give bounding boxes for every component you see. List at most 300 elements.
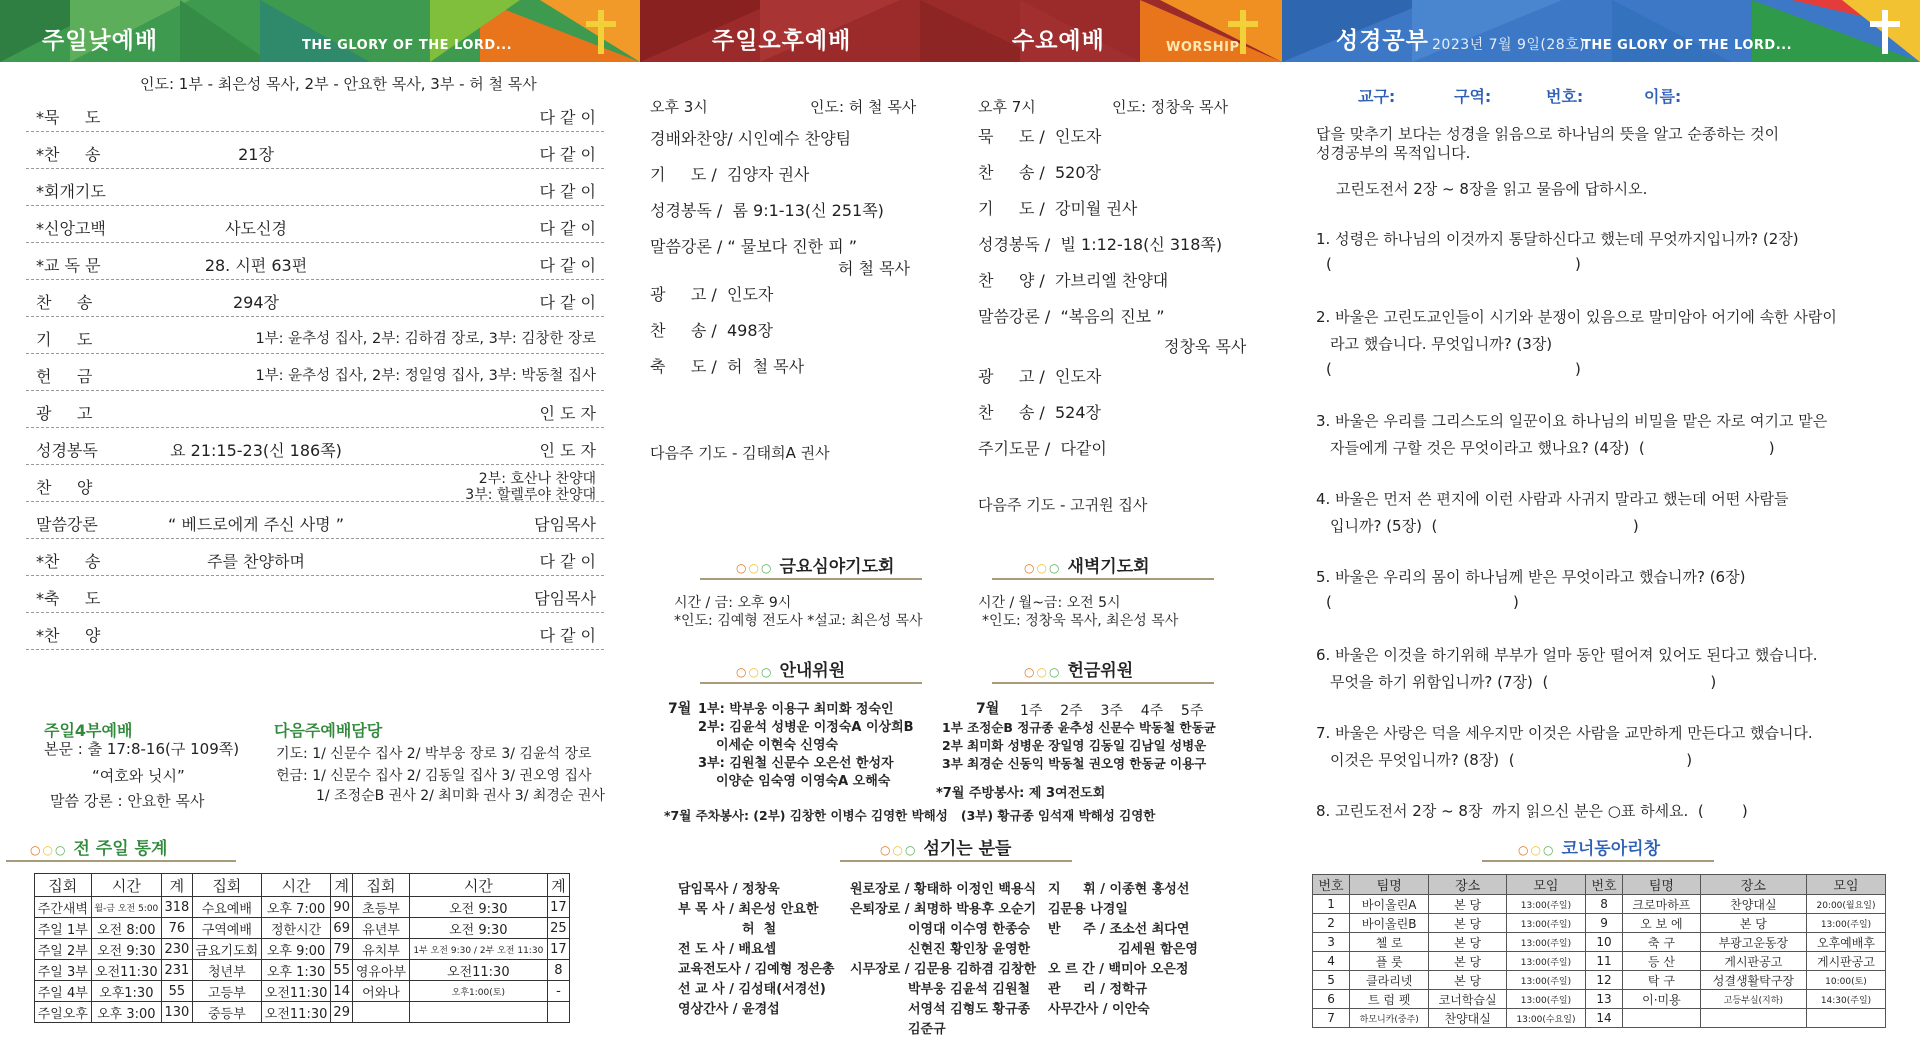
- stats-header-cell: 시간: [409, 874, 547, 897]
- dots-icon: ○○○: [736, 665, 774, 679]
- club-cell: 등 산: [1623, 952, 1701, 971]
- question: 5. 바울은 우리의 몸이 하나님께 받은 무엇이라고 했습니까? (6장): [1316, 568, 1746, 586]
- wednesday-order-line: 찬 양 / 가브리엘 찬양대: [978, 271, 1169, 290]
- dawn-prayer-title: ○○○ 새벽기도회: [1024, 557, 1150, 577]
- afternoon-time: 오후 3시: [650, 98, 708, 116]
- dots-icon: ○○○: [30, 843, 68, 857]
- servant-line: 원로장로 / 황태하 이정인 백용식: [850, 882, 1037, 897]
- sunday-morning-column: [0, 0, 640, 1061]
- club-cell: 부광고운동장: [1700, 933, 1806, 952]
- club-row: [1313, 971, 1886, 990]
- order-person: 1부: 윤추성 집사, 2부: 김하겸 장로, 3부: 김창한 장로: [255, 331, 596, 347]
- servant-line: 은퇴장로 / 최명하 박용후 오순기: [850, 902, 1037, 917]
- stats-row: [35, 981, 570, 1002]
- servants-divider: [840, 860, 1072, 862]
- dots-icon: ○○○: [736, 561, 774, 575]
- stats-cell: 오전11:30: [262, 981, 331, 1002]
- stats-row: [35, 897, 570, 918]
- club-cell: 13: [1585, 990, 1622, 1009]
- order-person: 2부: 호산나 찬양대: [478, 471, 596, 487]
- stats-cell: 주일오후: [35, 1002, 92, 1023]
- offering-line: 1부 조정순B 정규종 윤추성 신문수 박동철 한동균: [942, 720, 1216, 735]
- worship-order-row: [26, 429, 604, 465]
- club-cell: 14:30(주일): [1806, 990, 1885, 1009]
- answer-blank: ( ): [1326, 593, 1519, 611]
- stats-cell: 오전 9:30: [409, 918, 547, 939]
- club-cell: 4: [1313, 952, 1350, 971]
- stats-cell: [547, 1002, 569, 1023]
- order-detail: 요 21:15-23(신 186쪽): [170, 441, 342, 460]
- club-cell: 본 당: [1429, 914, 1507, 933]
- worship-order-row: [26, 355, 604, 391]
- dawn-people: *인도: 정창욱 목사, 최은성 목사: [982, 613, 1179, 629]
- club-cell: 본 당: [1429, 952, 1507, 971]
- stats-cell: 25: [547, 918, 569, 939]
- stats-cell: 오전11:30: [262, 1002, 331, 1023]
- stats-cell: 55: [162, 981, 193, 1002]
- afternoon-order-line: 축 도 / 허 철 목사: [650, 357, 805, 376]
- wednesday-leader: 인도: 정창욱 목사: [1112, 98, 1229, 116]
- order-item: 말씀강론: [36, 515, 98, 534]
- afternoon-order-line: 기 도 / 김양자 권사: [650, 165, 810, 184]
- servant-line: 허 철: [742, 922, 777, 937]
- dawn-time: 시간 / 월~금: 오전 5시: [978, 595, 1121, 611]
- dots-icon: ○○○: [880, 843, 918, 857]
- order-item: *신앙고백: [36, 219, 106, 238]
- club-row: [1313, 933, 1886, 952]
- order-person: 다 같 이: [539, 108, 596, 127]
- question-cont: 이것은 무엇입니까? (8장) ( ): [1330, 751, 1693, 769]
- order-item: *찬 송: [36, 145, 101, 164]
- club-header-cell: 번호: [1313, 875, 1350, 895]
- question: 8. 고린도전서 2장 ~ 8장 까지 읽으신 분은 ○표 하세요. ( ): [1316, 802, 1748, 820]
- order-person: 인 도 자: [539, 404, 596, 423]
- servant-line: 김준규: [908, 1022, 946, 1037]
- intro-line-1: 답을 맞추기 보다는 성경을 읽음으로 하나님의 뜻을 알고 순종하는 것이: [1316, 125, 1780, 143]
- fourth-service-preacher: 말씀 강론 : 안요한 목사: [50, 792, 205, 810]
- club-header-cell: 팀명: [1623, 875, 1701, 895]
- stats-cell: 231: [162, 960, 193, 981]
- club-cell: 13:00(주일): [1506, 971, 1585, 990]
- question: 3. 바울은 우리를 그리스도의 일꾼이요 하나님의 비밀을 맡은 자로 여기고 맡은: [1316, 412, 1828, 430]
- servant-line: 지 휘 / 이종현 홍성선: [1048, 882, 1190, 897]
- stats-cell: 90: [331, 897, 353, 918]
- next-week-offering: 헌금: 1/ 신문수 집사 2/ 김동일 집사 3/ 권오영 집사: [276, 768, 592, 784]
- afternoon-order-line: 말씀강론 / “ 물보다 진한 피 ”: [650, 237, 858, 256]
- club-cell: 12: [1585, 971, 1622, 990]
- club-cell: 찬양대실: [1700, 895, 1806, 914]
- cross-icon: [582, 10, 620, 54]
- club-cell: 본 당: [1700, 914, 1806, 933]
- club-cell: 9: [1585, 914, 1622, 933]
- club-cell: 7: [1313, 1009, 1350, 1028]
- club-header-cell: 팀명: [1350, 875, 1429, 895]
- club-row: [1313, 914, 1886, 933]
- offering-divider: [992, 682, 1214, 684]
- order-person: 담임목사: [534, 589, 596, 608]
- club-cell: 6: [1313, 990, 1350, 1009]
- club-cell: 축 구: [1623, 933, 1701, 952]
- friday-people: *인도: 김예형 전도사 *설교: 최은성 목사: [674, 613, 923, 629]
- dots-icon: ○○○: [1024, 561, 1062, 575]
- stats-header-cell: 시간: [262, 874, 331, 897]
- usher-line: 3부: 김원철 신문수 오은선 한성자: [698, 756, 894, 771]
- stats-cell: 29: [331, 1002, 353, 1023]
- worship-order-row: [26, 466, 604, 502]
- order-item: *교 독 문: [36, 256, 101, 275]
- ushers-title: ○○○ 안내위원: [736, 661, 846, 681]
- stats-cell: 구역예배: [192, 918, 261, 939]
- stats-cell: 318: [162, 897, 193, 918]
- stats-cell: 55: [331, 960, 353, 981]
- order-person: 다 같 이: [539, 219, 596, 238]
- question: 6. 바울은 이것을 하기위해 부부가 얼마 동안 떨어져 있어도 된다고 했습니다.: [1316, 646, 1818, 664]
- stats-header-cell: 집회: [35, 874, 92, 897]
- order-item: *회개기도: [36, 182, 106, 201]
- cross-icon: [1866, 10, 1904, 54]
- afternoon-leader: 인도: 허 철 목사: [810, 98, 917, 116]
- stats-cell: 어와나: [353, 981, 410, 1002]
- club-header-cell: 모임: [1806, 875, 1885, 895]
- club-cell: 클라리넷: [1350, 971, 1429, 990]
- stats-cell: 오후 7:00: [262, 897, 331, 918]
- wednesday-time: 오후 7시: [978, 98, 1036, 116]
- club-cell: 바이올린A: [1350, 895, 1429, 914]
- stats-cell: 주일 3부: [35, 960, 92, 981]
- question-cont: 라고 했습니다. 무엇입니까? (3장): [1330, 335, 1553, 353]
- stats-cell: 오전11:30: [91, 960, 162, 981]
- club-cell: 본 당: [1429, 895, 1507, 914]
- question: 1. 성령은 하나님의 이것까지 통달하신다고 했는데 무엇까지입니까? (2장): [1316, 230, 1799, 248]
- question: 2. 바울은 고린도교인들이 시기와 분쟁이 있음으로 말미암아 어기에 속한 사람이: [1316, 308, 1837, 326]
- order-item: *찬 양: [36, 626, 101, 645]
- stats-cell: [353, 1002, 410, 1023]
- stats-cell: -: [547, 981, 569, 1002]
- afternoon-next-prayer: 다음주 기도 - 김태희A 권사: [650, 444, 830, 462]
- stats-cell: 중등부: [192, 1002, 261, 1023]
- club-cell: 첼 로: [1350, 933, 1429, 952]
- header-subtitle: THE GLORY OF THE LORD...: [302, 38, 513, 53]
- order-detail: 21장: [238, 145, 274, 164]
- question-cont: 자들에게 구할 것은 무엇이라고 했나요? (4장) ( ): [1330, 439, 1775, 457]
- cross-icon: [1224, 10, 1262, 54]
- friday-time: 시간 / 금: 오후 9시: [674, 595, 792, 611]
- stats-header-cell: 계: [162, 874, 193, 897]
- stats-cell: 오전 9:30: [91, 939, 162, 960]
- worship-order-row: [26, 614, 604, 650]
- worship-label: WORSHIP: [1166, 40, 1240, 55]
- club-cell: 크로마하프: [1623, 895, 1701, 914]
- afternoon-preacher: 허 철 목사: [838, 259, 910, 278]
- fourth-service-sermon: “여호와 닛시”: [92, 767, 185, 785]
- stats-row: [35, 960, 570, 981]
- club-cell: 트 럼 펫: [1350, 990, 1429, 1009]
- stats-cell: 유치부: [353, 939, 410, 960]
- order-detail: 주를 찬양하며: [207, 552, 305, 571]
- usher-line: 1부: 박부웅 이용구 최미화 정숙인: [698, 702, 894, 717]
- fourth-service-title: 주일4부예배: [44, 721, 133, 740]
- stats-row: [35, 939, 570, 960]
- fourth-service-text: 본문 : 출 17:8-16(구 109쪽): [44, 740, 240, 758]
- wednesday-order-line: 말씀강론 / “복음의 진보 ”: [978, 307, 1165, 326]
- stats-cell: 고등부: [192, 981, 261, 1002]
- dots-icon: ○○○: [1024, 665, 1062, 679]
- club-cell: 하모니카(중주): [1350, 1009, 1429, 1028]
- order-item: 찬 송: [36, 293, 93, 312]
- stats-row: [35, 1002, 570, 1023]
- order-person: 담임목사: [534, 515, 596, 534]
- wednesday-title: 수요예배: [1012, 28, 1105, 54]
- club-cell: 13:00(주일): [1506, 895, 1585, 914]
- club-cell: 10:00(토): [1806, 971, 1885, 990]
- order-person: 다 같 이: [539, 552, 596, 571]
- kitchen-service: *7월 주방봉사: 제 3여전도회: [936, 786, 1106, 801]
- stats-cell: 오전 8:00: [91, 918, 162, 939]
- stats-cell: 주일 2부: [35, 939, 92, 960]
- afternoon-header: [640, 0, 1282, 62]
- stats-cell: 오후 1:30: [262, 960, 331, 981]
- club-title: ○○○ 코너동아리창: [1518, 839, 1660, 859]
- servant-line: 김세원 함은영: [1118, 942, 1198, 957]
- club-cell: 14: [1585, 1009, 1622, 1028]
- next-week-title: 다음주예배담당: [274, 721, 383, 740]
- club-cell: 오 보 에: [1623, 914, 1701, 933]
- servant-line: 이영대 이수영 한종승: [908, 922, 1031, 937]
- stats-cell: [409, 1002, 547, 1023]
- servant-line: 박부웅 김윤석 김원철: [908, 982, 1031, 997]
- servant-line: 부 목 사 / 최은성 안요한: [678, 902, 819, 917]
- servant-line: 오 르 간 / 백미아 오은정: [1048, 962, 1189, 977]
- wednesday-order-line: 기 도 / 강미월 권사: [978, 199, 1138, 218]
- attendance-stats-table: [34, 873, 570, 1023]
- bible-study-header: [1282, 0, 1920, 62]
- stats-header-cell: 계: [547, 874, 569, 897]
- afternoon-wednesday-column: [640, 0, 1282, 1061]
- worship-order-row: [26, 244, 604, 280]
- afternoon-title: 주일오후예배: [712, 28, 852, 54]
- instruction: 고린도전서 2장 ~ 8장을 읽고 물음에 답하시오.: [1336, 180, 1648, 198]
- club-cell: [1623, 1009, 1701, 1028]
- order-item: *찬 송: [36, 552, 101, 571]
- dawn-divider: [992, 578, 1214, 580]
- order-item: 찬 양: [36, 478, 93, 497]
- bible-study-column: [1282, 0, 1920, 1061]
- stats-cell: 주일 1부: [35, 918, 92, 939]
- student-field-2: 번호:: [1546, 87, 1584, 106]
- question-cont: 입니까? (5장) ( ): [1330, 517, 1639, 535]
- order-detail: “ 베드로에게 주신 사명 ”: [167, 515, 345, 534]
- club-cell: 오후예배후: [1806, 933, 1885, 952]
- club-cell: 1: [1313, 895, 1350, 914]
- stats-cell: 초등부: [353, 897, 410, 918]
- club-header-cell: 모임: [1506, 875, 1585, 895]
- order-detail: 28. 시편 63편: [204, 256, 308, 275]
- club-divider: [1482, 860, 1714, 862]
- wednesday-preacher: 정창욱 목사: [1164, 337, 1247, 356]
- club-cell: [1700, 1009, 1806, 1028]
- question: 4. 바울은 먼저 쓴 편지에 이런 사람과 사귀지 말라고 했는데 어떤 사람들: [1316, 490, 1789, 508]
- stats-cell: 월-금 오전 5:00: [91, 897, 162, 918]
- worship-order-row: [26, 318, 604, 354]
- wednesday-order-line: 묵 도 / 인도자: [978, 127, 1102, 146]
- bible-study-title: 성경공부: [1336, 28, 1429, 54]
- friday-divider: [700, 578, 922, 580]
- order-person-2: 3부: 할렐루야 찬양대: [465, 487, 596, 503]
- worship-order-row: [26, 281, 604, 317]
- worship-order-row: [26, 503, 604, 539]
- club-header-cell: 번호: [1585, 875, 1622, 895]
- stats-cell: 영유아부: [353, 960, 410, 981]
- club-cell: 성결생활탁구장: [1700, 971, 1806, 990]
- offering-weeks: 1주 2주 3주 4주 5주: [1020, 703, 1204, 719]
- club-row: [1313, 895, 1886, 914]
- club-cell: 2: [1313, 914, 1350, 933]
- page-title: 주일낮예배: [42, 28, 159, 54]
- usher-line: 이세순 이현숙 신영숙: [716, 738, 839, 753]
- sunday-morning-header: [0, 0, 640, 62]
- servants-title: ○○○ 섬기는 분들: [880, 839, 1012, 859]
- club-row: [1313, 990, 1886, 1009]
- stats-cell: 230: [162, 939, 193, 960]
- order-detail: 294장: [233, 293, 279, 312]
- servant-line: 시무장로 / 김문용 김하겸 김창한: [850, 962, 1037, 977]
- worship-order-row: [26, 540, 604, 576]
- stats-header-cell: 집회: [192, 874, 261, 897]
- bulletin-date: 2023년 7월 9일(28호): [1432, 37, 1586, 53]
- club-table: [1312, 874, 1886, 1028]
- wednesday-order-line: 성경봉독 / 빌 1:12-18(신 318쪽): [978, 235, 1223, 254]
- student-field-3: 이름:: [1644, 87, 1682, 106]
- club-cell: [1806, 1009, 1885, 1028]
- stats-cell: 17: [547, 939, 569, 960]
- wednesday-order-line: 찬 송 / 524장: [978, 403, 1101, 422]
- student-field-1: 구역:: [1454, 87, 1492, 106]
- servant-line: 관 리 / 정학규: [1048, 982, 1148, 997]
- service-leaders: 인도: 1부 - 최은성 목사, 2부 - 안요한 목사, 3부 - 허 철 목사: [140, 75, 537, 93]
- question-cont: 무엇을 하기 위함입니까? (7장) ( ): [1330, 673, 1717, 691]
- stats-header-cell: 집회: [353, 874, 410, 897]
- offering-title: ○○○ 헌금위원: [1024, 661, 1134, 681]
- friday-prayer-title: ○○○ 금요심야기도회: [736, 557, 895, 577]
- stats-cell: 오후 3:00: [91, 1002, 162, 1023]
- order-item: 헌 금: [36, 367, 93, 386]
- order-item: *축 도: [36, 589, 101, 608]
- stats-cell: 14: [331, 981, 353, 1002]
- stats-cell: 유년부: [353, 918, 410, 939]
- stats-header-cell: 계: [331, 874, 353, 897]
- servant-line: 교육전도사 / 김예형 정은총: [678, 962, 835, 977]
- usher-line: 이양순 임숙영 이영숙A 오해숙: [716, 774, 891, 789]
- club-cell: 게시판공고: [1806, 952, 1885, 971]
- club-cell: 13:00(주일): [1506, 952, 1585, 971]
- servant-line: 김문용 나경일: [1048, 902, 1128, 917]
- club-cell: 본 당: [1429, 933, 1507, 952]
- parking-service: *7월 주차봉사: (2부) 김창한 이병수 김영한 박해성 (3부) 황규종 임석재 박해성 김영한: [664, 808, 1156, 823]
- worship-order-row: [26, 96, 604, 132]
- student-field-0: 교구:: [1358, 87, 1396, 106]
- order-item: 기 도: [36, 330, 93, 349]
- club-cell: 찬양대실: [1429, 1009, 1507, 1028]
- header-subtitle: THE GLORY OF THE LORD...: [1582, 38, 1793, 53]
- stats-cell: 130: [162, 1002, 193, 1023]
- stats-title: ○○○ 전 주일 통계: [30, 839, 168, 859]
- wednesday-next-prayer: 다음주 기도 - 고귀원 집사: [978, 496, 1148, 514]
- servant-line: 신현진 황인창 윤영한: [908, 942, 1031, 957]
- stats-header-cell: 시간: [91, 874, 162, 897]
- club-cell: 20:00(월요일): [1806, 895, 1885, 914]
- order-person: 다 같 이: [539, 182, 596, 201]
- club-cell: 8: [1585, 895, 1622, 914]
- club-cell: 고등부실(지하): [1700, 990, 1806, 1009]
- club-header-cell: 장소: [1700, 875, 1806, 895]
- stats-cell: 76: [162, 918, 193, 939]
- servant-line: 사무간사 / 이안숙: [1048, 1002, 1150, 1017]
- question: 7. 바울은 사랑은 덕을 세우지만 이것은 사람을 교만하게 만든다고 했습니다.: [1316, 724, 1813, 742]
- club-cell: 바이올린B: [1350, 914, 1429, 933]
- order-person: 다 같 이: [539, 293, 596, 312]
- stats-cell: 오후1:30: [91, 981, 162, 1002]
- stats-cell: 오전 9:30: [409, 897, 547, 918]
- intro-line-2: 성경공부의 목적입니다.: [1316, 144, 1471, 162]
- order-item: *묵 도: [36, 108, 101, 127]
- stats-cell: 오전11:30: [409, 960, 547, 981]
- club-cell: 플 룻: [1350, 952, 1429, 971]
- offering-month: 7월: [976, 701, 1000, 717]
- club-cell: 11: [1585, 952, 1622, 971]
- club-cell: 코너학습실: [1429, 990, 1507, 1009]
- afternoon-order-line: 광 고 / 인도자: [650, 285, 774, 304]
- next-week-prayer: 기도: 1/ 신문수 집사 2/ 박부웅 장로 3/ 김윤석 장로: [276, 746, 592, 762]
- club-cell: 13:00(주일): [1506, 933, 1585, 952]
- servant-line: 전 도 사 / 배요셉: [678, 942, 777, 957]
- stats-cell: 주간새벽: [35, 897, 92, 918]
- club-cell: 13:00(주일): [1506, 990, 1585, 1009]
- worship-order-row: [26, 577, 604, 613]
- order-person: 1부: 윤추성 집사, 2부: 정일영 집사, 3부: 박동철 집사: [255, 368, 596, 384]
- afternoon-order-line: 찬 송 / 498장: [650, 321, 773, 340]
- stats-cell: 금요기도회: [192, 939, 261, 960]
- worship-order-row: [26, 170, 604, 206]
- stats-cell: 1부 오전 9:30 / 2부 오전 11:30: [409, 939, 547, 960]
- club-row: [1313, 952, 1886, 971]
- stats-cell: 수요예배: [192, 897, 261, 918]
- offering-line: 2부 최미화 성병운 장일영 김동일 김남일 성병운: [942, 738, 1207, 753]
- club-header-cell: 장소: [1429, 875, 1507, 895]
- order-item: 성경봉독: [36, 441, 98, 460]
- club-cell: 3: [1313, 933, 1350, 952]
- stats-cell: 정한시간: [262, 918, 331, 939]
- ushers-month: 7월: [668, 701, 692, 717]
- stats-cell: 청년부: [192, 960, 261, 981]
- stats-divider: [6, 860, 236, 862]
- servant-line: 선 교 사 / 김성태(서경선): [678, 982, 826, 997]
- wednesday-order-line: 주기도문 / 다같이: [978, 439, 1107, 458]
- ushers-divider: [700, 682, 922, 684]
- stats-cell: 오후 9:00: [262, 939, 331, 960]
- offering-line: 3부 최경순 신동익 박동철 권오영 한동균 이용구: [942, 756, 1207, 771]
- stats-cell: 17: [547, 897, 569, 918]
- order-person: 인 도 자: [539, 441, 596, 460]
- wednesday-order-line: 광 고 / 인도자: [978, 367, 1102, 386]
- worship-order-row: [26, 133, 604, 169]
- afternoon-order-line: 경배와찬양/ 시인예수 찬양팀: [650, 129, 852, 148]
- usher-line: 2부: 김윤석 성병운 이정숙A 이상희B: [698, 720, 914, 735]
- wednesday-order-line: 찬 송 / 520장: [978, 163, 1101, 182]
- next-week-offering-2: 1/ 조정순B 권사 2/ 최미화 권사 3/ 최경순 권사: [316, 788, 605, 804]
- club-cell: 탁 구: [1623, 971, 1701, 990]
- answer-blank: ( ): [1326, 360, 1581, 378]
- order-item: 광 고: [36, 404, 93, 423]
